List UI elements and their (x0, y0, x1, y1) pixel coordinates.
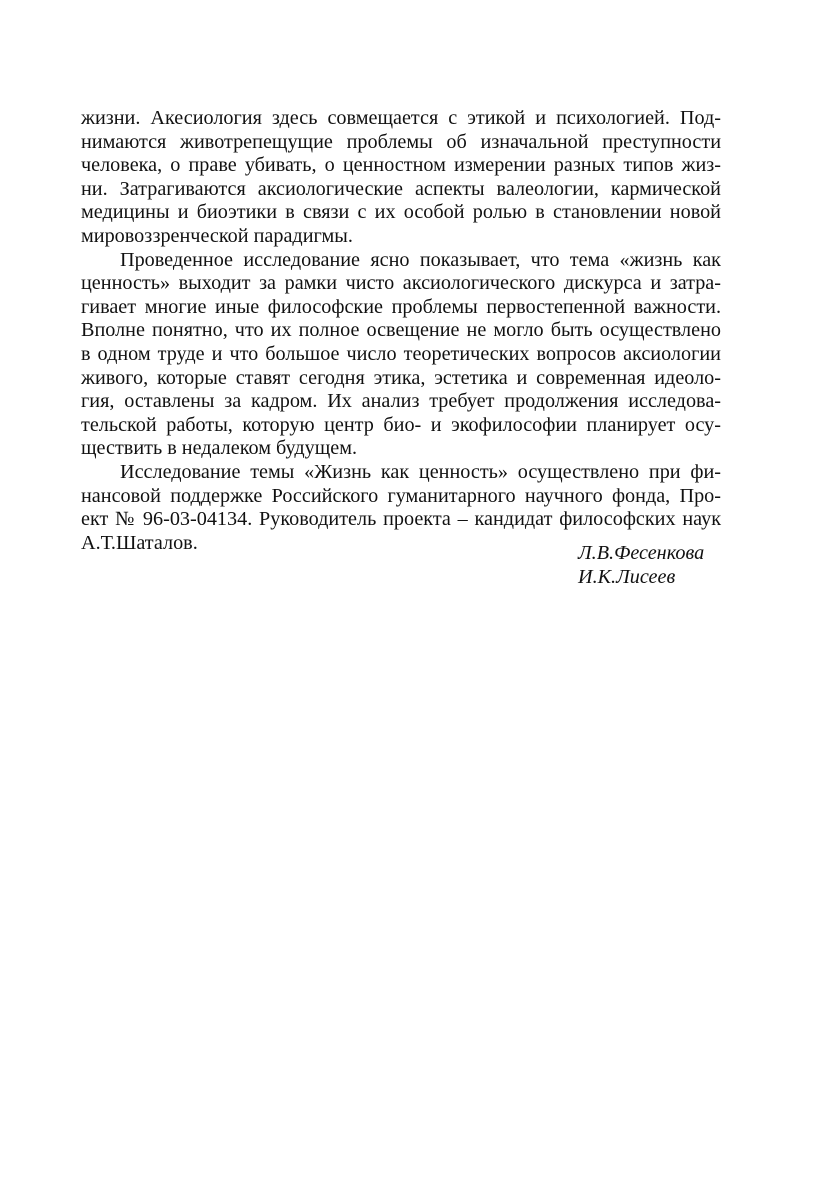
text-line: ценность» выходит за рамки чисто аксиологического дискурса и затра- (81, 272, 721, 295)
document-body (81, 107, 721, 555)
text-line: в одном труде и что большое число теоретических вопросов аксиологии (81, 342, 721, 365)
text-line: Вполне понятно, что их полное освещение не могло быть осуществлено (81, 319, 721, 342)
text-line: Исследование темы «Жизнь как ценность» осуществлено при фи- (120, 460, 721, 483)
text-line: А.Т.Шаталов. (81, 531, 198, 554)
text-line: ществить в недалеком будущем. (81, 437, 358, 460)
text-line: гивает многие иные философские проблемы первостепенной важности. (81, 295, 721, 318)
text-line: гия, оставлены за кадром. Их анализ требует продолжения исследова- (81, 390, 721, 413)
author-name: И.К.Лисеев (578, 566, 676, 588)
text-line: медицины и биоэтики в связи с их особой ролью в становлении новой (81, 201, 721, 224)
text-line: мировоззренческой парадигмы. (81, 224, 353, 247)
text-line: жизни. Акесиология здесь совмещается с этикой и психологией. Под- (81, 107, 721, 129)
author-signatures (578, 541, 704, 589)
text-line: Проведенное исследование ясно показывает, что тема «жизнь как (120, 248, 721, 271)
text-line: ни. Затрагиваются аксиологические аспекты валеологии, кармической (81, 177, 721, 200)
text-line: нансовой поддержке Российского гуманитарного научного фонда, Про- (81, 484, 721, 507)
text-line: ект № 96-03-04134. Руководитель проекта – кандидат философских наук (81, 508, 721, 531)
text-line: нимаются животрепещущие проблемы об изначальной преступности (81, 130, 721, 153)
author-name: Л.В.Фесенкова (578, 542, 705, 564)
text-line: живого, которые ставят сегодня этика, эстетика и современная идеоло- (81, 366, 721, 389)
paragraph-1 (81, 107, 721, 249)
text-line: человека, о праве убивать, о ценностном измерении разных типов жиз- (81, 154, 721, 177)
paragraph-2 (81, 249, 721, 461)
text-line: тельской работы, которую центр био- и экофилософии планирует осу- (81, 413, 721, 436)
